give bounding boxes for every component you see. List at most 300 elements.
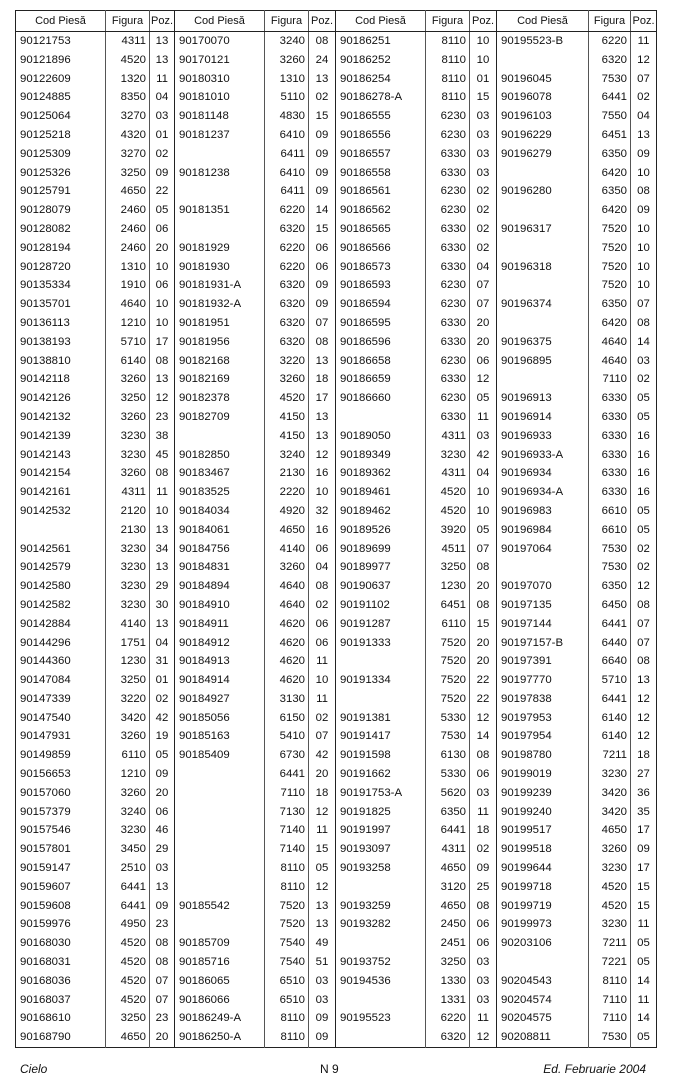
figure-cell: 2460 bbox=[106, 201, 150, 220]
part-code-cell: 90196933-A bbox=[497, 446, 589, 465]
figure-cell: 3420 bbox=[106, 709, 150, 728]
position-cell: 08 bbox=[470, 897, 497, 916]
figure-cell: 4650 bbox=[589, 821, 631, 840]
figure-cell: 4520 bbox=[106, 991, 150, 1010]
position-cell: 13 bbox=[309, 408, 336, 427]
figure-cell: 6330 bbox=[589, 446, 631, 465]
part-code-cell: 90142118 bbox=[20, 373, 70, 386]
part-code-cell: 90191825 bbox=[336, 803, 426, 822]
part-code-cell: 90186659 bbox=[336, 370, 426, 389]
part-code-cell: 90197391 bbox=[497, 652, 589, 671]
figure-cell: 6730 bbox=[265, 746, 309, 765]
part-code-cell: 90196934-A bbox=[497, 483, 589, 502]
position-cell: 17 bbox=[631, 821, 657, 840]
position-cell: 13 bbox=[309, 70, 336, 89]
figure-cell: 3230 bbox=[426, 446, 470, 465]
table-row bbox=[16, 727, 657, 746]
table-row bbox=[16, 145, 657, 164]
part-code-cell: 90122609 bbox=[20, 72, 71, 85]
position-cell: 11 bbox=[631, 32, 657, 51]
figure-cell: 6230 bbox=[426, 276, 470, 295]
position-cell: 08 bbox=[470, 596, 497, 615]
part-code-cell: 90181951 bbox=[175, 314, 265, 333]
figure-cell: 6610 bbox=[589, 502, 631, 521]
table-row bbox=[16, 803, 657, 822]
part-code-cell: 90184911 bbox=[175, 615, 265, 634]
figure-cell: 3230 bbox=[106, 577, 150, 596]
figure-cell: 7540 bbox=[265, 934, 309, 953]
figure-cell: 1910 bbox=[106, 276, 150, 295]
position-cell: 16 bbox=[631, 446, 657, 465]
position-cell: 04 bbox=[309, 558, 336, 577]
figure-cell: 3220 bbox=[106, 690, 150, 709]
part-code-cell: 90186065 bbox=[175, 972, 265, 991]
part-code-cell: 90168790 bbox=[20, 1031, 71, 1044]
figure-cell: 7520 bbox=[426, 652, 470, 671]
figure-cell: 7520 bbox=[426, 634, 470, 653]
figure-cell: 3240 bbox=[106, 803, 150, 822]
part-code-cell: 90193259 bbox=[336, 897, 426, 916]
part-code-cell: 90196375 bbox=[497, 333, 589, 352]
figure-cell: 6350 bbox=[426, 803, 470, 822]
figure-cell: 6420 bbox=[589, 201, 631, 220]
position-cell: 04 bbox=[470, 258, 497, 277]
figure-cell: 2130 bbox=[265, 464, 309, 483]
part-code-cell: 90142532 bbox=[20, 504, 71, 517]
position-cell: 03 bbox=[470, 972, 497, 991]
position-cell: 38 bbox=[150, 427, 175, 446]
figure-cell: 1320 bbox=[106, 70, 150, 89]
position-cell: 20 bbox=[150, 1028, 175, 1047]
figure-cell: 6640 bbox=[589, 652, 631, 671]
position-cell: 08 bbox=[631, 314, 657, 333]
table-row bbox=[16, 934, 657, 953]
position-cell: 08 bbox=[631, 652, 657, 671]
part-code-cell: 90184927 bbox=[175, 690, 265, 709]
part-code-cell: 90193282 bbox=[336, 915, 426, 934]
part-code-cell: 90191334 bbox=[336, 671, 426, 690]
position-cell: 22 bbox=[470, 671, 497, 690]
figure-cell: 3220 bbox=[265, 352, 309, 371]
figure-cell: 8110 bbox=[589, 972, 631, 991]
part-code-cell bbox=[497, 164, 589, 183]
position-cell: 07 bbox=[470, 295, 497, 314]
position-cell: 03 bbox=[150, 859, 175, 878]
figure-cell: 5330 bbox=[426, 709, 470, 728]
part-code-cell: 90184756 bbox=[175, 540, 265, 559]
position-cell: 05 bbox=[631, 953, 657, 972]
part-code-cell: 90186558 bbox=[336, 164, 426, 183]
figure-cell: 3250 bbox=[426, 953, 470, 972]
position-cell: 07 bbox=[631, 634, 657, 653]
figure-cell: 6220 bbox=[265, 258, 309, 277]
position-cell: 02 bbox=[309, 88, 336, 107]
part-code-cell bbox=[497, 558, 589, 577]
header-poz: Poz. bbox=[470, 11, 497, 32]
figure-cell: 4320 bbox=[106, 126, 150, 145]
figure-cell: 7520 bbox=[265, 897, 309, 916]
figure-cell: 7520 bbox=[265, 915, 309, 934]
part-code-cell: 90168030 bbox=[20, 937, 71, 950]
position-cell: 20 bbox=[150, 239, 175, 258]
part-code-cell: 90170070 bbox=[175, 32, 265, 51]
position-cell: 16 bbox=[309, 464, 336, 483]
part-code-cell bbox=[175, 427, 265, 446]
figure-cell: 6440 bbox=[589, 634, 631, 653]
part-code-cell bbox=[175, 859, 265, 878]
part-code-cell: 90197838 bbox=[497, 690, 589, 709]
part-code-cell: 90195523-B bbox=[497, 32, 589, 51]
table-row bbox=[16, 821, 657, 840]
position-cell: 13 bbox=[309, 897, 336, 916]
figure-cell: 5330 bbox=[426, 765, 470, 784]
figure-cell: 6410 bbox=[265, 126, 309, 145]
part-code-cell bbox=[336, 1028, 426, 1047]
part-code-cell bbox=[175, 182, 265, 201]
part-code-cell: 90147084 bbox=[20, 674, 71, 687]
part-code-cell: 90185542 bbox=[175, 897, 265, 916]
figure-cell: 7211 bbox=[589, 746, 631, 765]
part-code-cell: 90191333 bbox=[336, 634, 426, 653]
figure-cell: 8110 bbox=[426, 88, 470, 107]
part-code-cell: 90191598 bbox=[336, 746, 426, 765]
figure-cell: 7140 bbox=[265, 821, 309, 840]
position-cell: 29 bbox=[150, 840, 175, 859]
part-code-cell: 90184913 bbox=[175, 652, 265, 671]
part-code-cell: 90186556 bbox=[336, 126, 426, 145]
figure-cell: 7130 bbox=[265, 803, 309, 822]
part-code-cell bbox=[175, 915, 265, 934]
part-code-cell: 90186562 bbox=[336, 201, 426, 220]
part-code-cell bbox=[336, 652, 426, 671]
position-cell: 23 bbox=[150, 408, 175, 427]
figure-cell: 6320 bbox=[426, 1028, 470, 1047]
position-cell: 09 bbox=[631, 840, 657, 859]
figure-cell: 8110 bbox=[265, 878, 309, 897]
position-cell: 13 bbox=[150, 615, 175, 634]
part-code-cell: 90199973 bbox=[497, 915, 589, 934]
part-code-cell bbox=[175, 145, 265, 164]
position-cell: 05 bbox=[150, 201, 175, 220]
figure-cell: 3260 bbox=[106, 370, 150, 389]
figure-cell: 4640 bbox=[265, 596, 309, 615]
part-code-cell: 90181351 bbox=[175, 201, 265, 220]
figure-cell: 4620 bbox=[265, 615, 309, 634]
figure-cell: 1751 bbox=[106, 634, 150, 653]
position-cell: 03 bbox=[309, 991, 336, 1010]
figure-cell: 6330 bbox=[426, 314, 470, 333]
figure-cell: 1331 bbox=[426, 991, 470, 1010]
figure-cell: 4140 bbox=[106, 615, 150, 634]
position-cell: 08 bbox=[470, 558, 497, 577]
part-code-cell: 90196933 bbox=[497, 427, 589, 446]
footer-model: Cielo bbox=[20, 1062, 48, 1076]
figure-cell: 6230 bbox=[426, 295, 470, 314]
part-code-cell: 90157801 bbox=[20, 843, 71, 856]
part-code-cell: 90191753-A bbox=[336, 784, 426, 803]
figure-cell: 6411 bbox=[265, 145, 309, 164]
position-cell: 18 bbox=[470, 821, 497, 840]
table-row bbox=[16, 1028, 657, 1047]
position-cell: 09 bbox=[309, 126, 336, 145]
part-code-cell: 90144360 bbox=[20, 655, 71, 668]
part-code-cell: 90159976 bbox=[20, 918, 71, 931]
part-code-cell: 90185709 bbox=[175, 934, 265, 953]
part-code-cell: 90159147 bbox=[20, 862, 71, 875]
position-cell: 03 bbox=[470, 126, 497, 145]
position-cell: 07 bbox=[631, 615, 657, 634]
figure-cell: 8110 bbox=[426, 51, 470, 70]
position-cell: 04 bbox=[150, 88, 175, 107]
figure-cell: 6230 bbox=[426, 126, 470, 145]
part-code-cell: 90185409 bbox=[175, 746, 265, 765]
part-code-cell: 90191662 bbox=[336, 765, 426, 784]
part-code-cell bbox=[336, 878, 426, 897]
part-code-cell bbox=[497, 51, 589, 70]
part-code-cell: 90196279 bbox=[497, 145, 589, 164]
figure-cell: 2451 bbox=[426, 934, 470, 953]
position-cell: 31 bbox=[150, 652, 175, 671]
figure-cell: 6320 bbox=[589, 51, 631, 70]
part-code-cell: 90197157-B bbox=[497, 634, 589, 653]
position-cell: 04 bbox=[631, 107, 657, 126]
figure-cell: 4650 bbox=[426, 859, 470, 878]
figure-cell: 2450 bbox=[426, 915, 470, 934]
position-cell: 45 bbox=[150, 446, 175, 465]
figure-cell: 6330 bbox=[426, 145, 470, 164]
position-cell: 15 bbox=[631, 878, 657, 897]
figure-cell: 6130 bbox=[426, 746, 470, 765]
part-code-cell: 90199239 bbox=[497, 784, 589, 803]
part-code-cell: 90199240 bbox=[497, 803, 589, 822]
figure-cell: 1310 bbox=[106, 258, 150, 277]
position-cell: 01 bbox=[150, 126, 175, 145]
part-code-cell bbox=[497, 239, 589, 258]
figure-cell: 1230 bbox=[426, 577, 470, 596]
table-row bbox=[16, 502, 657, 521]
position-cell: 03 bbox=[470, 164, 497, 183]
part-code-cell: 90204543 bbox=[497, 972, 589, 991]
part-code-cell: 90121753 bbox=[20, 35, 71, 47]
part-code-cell bbox=[497, 370, 589, 389]
figure-cell: 3260 bbox=[106, 408, 150, 427]
position-cell: 09 bbox=[470, 859, 497, 878]
figure-cell: 6230 bbox=[426, 352, 470, 371]
figure-cell: 4311 bbox=[426, 840, 470, 859]
position-cell: 02 bbox=[631, 88, 657, 107]
position-cell: 10 bbox=[631, 276, 657, 295]
figure-cell: 1210 bbox=[106, 314, 150, 333]
position-cell: 17 bbox=[309, 389, 336, 408]
position-cell: 13 bbox=[631, 126, 657, 145]
position-cell: 17 bbox=[150, 333, 175, 352]
position-cell: 10 bbox=[150, 258, 175, 277]
position-cell: 09 bbox=[309, 164, 336, 183]
part-code-cell bbox=[497, 276, 589, 295]
figure-cell: 4620 bbox=[265, 671, 309, 690]
table-row bbox=[16, 991, 657, 1010]
part-code-cell: 90197954 bbox=[497, 727, 589, 746]
figure-cell: 3240 bbox=[265, 446, 309, 465]
position-cell: 46 bbox=[150, 821, 175, 840]
position-cell: 03 bbox=[470, 953, 497, 972]
position-cell: 05 bbox=[309, 859, 336, 878]
figure-cell: 6330 bbox=[426, 408, 470, 427]
figure-cell: 6320 bbox=[265, 314, 309, 333]
part-code-cell: 90125218 bbox=[20, 128, 71, 141]
position-cell: 10 bbox=[150, 314, 175, 333]
position-cell: 06 bbox=[470, 352, 497, 371]
position-cell: 13 bbox=[150, 521, 175, 540]
part-code-cell bbox=[336, 991, 426, 1010]
table-row bbox=[16, 540, 657, 559]
figure-cell: 7520 bbox=[589, 239, 631, 258]
part-code-cell: 90196229 bbox=[497, 126, 589, 145]
figure-cell: 7520 bbox=[589, 258, 631, 277]
position-cell: 06 bbox=[150, 220, 175, 239]
part-code-cell: 90181932-A bbox=[175, 295, 265, 314]
position-cell: 27 bbox=[631, 765, 657, 784]
position-cell: 20 bbox=[150, 784, 175, 803]
position-cell: 02 bbox=[631, 540, 657, 559]
figure-cell: 6320 bbox=[265, 276, 309, 295]
figure-cell: 6320 bbox=[265, 295, 309, 314]
figure-cell: 4650 bbox=[426, 897, 470, 916]
part-code-cell: 90196913 bbox=[497, 389, 589, 408]
part-code-cell: 90196984 bbox=[497, 521, 589, 540]
part-code-cell: 90196374 bbox=[497, 295, 589, 314]
header-poz: Poz. bbox=[150, 11, 175, 32]
figure-cell: 6140 bbox=[106, 352, 150, 371]
part-code-cell: 90142884 bbox=[20, 617, 71, 630]
figure-cell: 6230 bbox=[426, 107, 470, 126]
part-code-cell: 90135334 bbox=[20, 279, 71, 292]
table-row bbox=[16, 690, 657, 709]
header-figura: Figura bbox=[589, 11, 631, 32]
figure-cell: 6230 bbox=[426, 389, 470, 408]
figure-cell: 3250 bbox=[106, 164, 150, 183]
position-cell: 23 bbox=[150, 1009, 175, 1028]
position-cell: 09 bbox=[631, 145, 657, 164]
position-cell: 16 bbox=[309, 521, 336, 540]
part-code-cell: 90197135 bbox=[497, 596, 589, 615]
part-code-cell: 90198780 bbox=[497, 746, 589, 765]
part-code-cell: 90157060 bbox=[20, 786, 71, 799]
position-cell: 23 bbox=[150, 915, 175, 934]
position-cell: 08 bbox=[150, 934, 175, 953]
table-row bbox=[16, 615, 657, 634]
position-cell: 11 bbox=[150, 483, 175, 502]
part-code-cell: 90142161 bbox=[20, 486, 71, 499]
part-code-cell: 90186594 bbox=[336, 295, 426, 314]
position-cell: 36 bbox=[631, 784, 657, 803]
figure-cell: 7110 bbox=[589, 1009, 631, 1028]
figure-cell: 2130 bbox=[106, 521, 150, 540]
position-cell: 02 bbox=[470, 239, 497, 258]
position-cell: 19 bbox=[150, 727, 175, 746]
table-row bbox=[16, 483, 657, 502]
position-cell: 08 bbox=[309, 577, 336, 596]
figure-cell: 3260 bbox=[589, 840, 631, 859]
figure-cell: 6220 bbox=[265, 239, 309, 258]
figure-cell: 6451 bbox=[426, 596, 470, 615]
position-cell: 12 bbox=[631, 690, 657, 709]
table-row bbox=[16, 596, 657, 615]
figure-cell: 4520 bbox=[426, 483, 470, 502]
table-row bbox=[16, 634, 657, 653]
part-code-cell: 90196280 bbox=[497, 182, 589, 201]
figure-cell: 7110 bbox=[589, 991, 631, 1010]
part-code-cell: 90156653 bbox=[20, 768, 71, 781]
figure-cell: 4150 bbox=[265, 408, 309, 427]
part-code-cell: 90196045 bbox=[497, 70, 589, 89]
position-cell: 18 bbox=[309, 370, 336, 389]
position-cell: 07 bbox=[470, 276, 497, 295]
table-row bbox=[16, 446, 657, 465]
position-cell: 13 bbox=[150, 370, 175, 389]
part-code-cell: 90186573 bbox=[336, 258, 426, 277]
header-row bbox=[16, 11, 657, 32]
figure-cell: 4520 bbox=[426, 502, 470, 521]
position-cell: 13 bbox=[309, 352, 336, 371]
position-cell: 16 bbox=[631, 464, 657, 483]
figure-cell: 6140 bbox=[589, 727, 631, 746]
part-code-cell: 90189362 bbox=[336, 464, 426, 483]
figure-cell: 3450 bbox=[106, 840, 150, 859]
part-code-cell: 90182378 bbox=[175, 389, 265, 408]
part-code-cell: 90186249-A bbox=[175, 1009, 265, 1028]
part-code-cell: 90186250-A bbox=[175, 1028, 265, 1047]
table-row bbox=[16, 70, 657, 89]
figure-cell: 6140 bbox=[589, 709, 631, 728]
table-row bbox=[16, 51, 657, 70]
figure-cell: 4650 bbox=[265, 521, 309, 540]
part-code-cell: 90189977 bbox=[336, 558, 426, 577]
part-code-cell: 90197953 bbox=[497, 709, 589, 728]
position-cell: 01 bbox=[150, 671, 175, 690]
part-code-cell: 90185163 bbox=[175, 727, 265, 746]
part-code-cell: 90136113 bbox=[20, 316, 70, 329]
position-cell: 15 bbox=[631, 897, 657, 916]
position-cell: 06 bbox=[470, 915, 497, 934]
table-row bbox=[16, 370, 657, 389]
figure-cell: 6220 bbox=[265, 201, 309, 220]
part-code-cell: 90197770 bbox=[497, 671, 589, 690]
footer-page-number: N 9 bbox=[320, 1062, 339, 1076]
position-cell: 10 bbox=[309, 671, 336, 690]
figure-cell: 7530 bbox=[426, 727, 470, 746]
position-cell: 12 bbox=[631, 577, 657, 596]
part-code-cell: 90189699 bbox=[336, 540, 426, 559]
part-code-cell: 90124885 bbox=[20, 91, 71, 104]
header-poz: Poz. bbox=[631, 11, 657, 32]
figure-cell: 2460 bbox=[106, 239, 150, 258]
position-cell: 42 bbox=[150, 709, 175, 728]
position-cell: 09 bbox=[309, 276, 336, 295]
figure-cell: 4311 bbox=[426, 464, 470, 483]
figure-cell: 5710 bbox=[106, 333, 150, 352]
part-code-cell: 90181930 bbox=[175, 258, 265, 277]
figure-cell: 6330 bbox=[426, 239, 470, 258]
part-code-cell: 90142579 bbox=[20, 561, 71, 574]
position-cell: 03 bbox=[470, 107, 497, 126]
position-cell: 05 bbox=[631, 408, 657, 427]
part-code-cell: 90168031 bbox=[20, 956, 71, 969]
header-figura: Figura bbox=[106, 11, 150, 32]
figure-cell: 6330 bbox=[589, 408, 631, 427]
figure-cell: 3230 bbox=[589, 915, 631, 934]
figure-cell: 4520 bbox=[106, 51, 150, 70]
